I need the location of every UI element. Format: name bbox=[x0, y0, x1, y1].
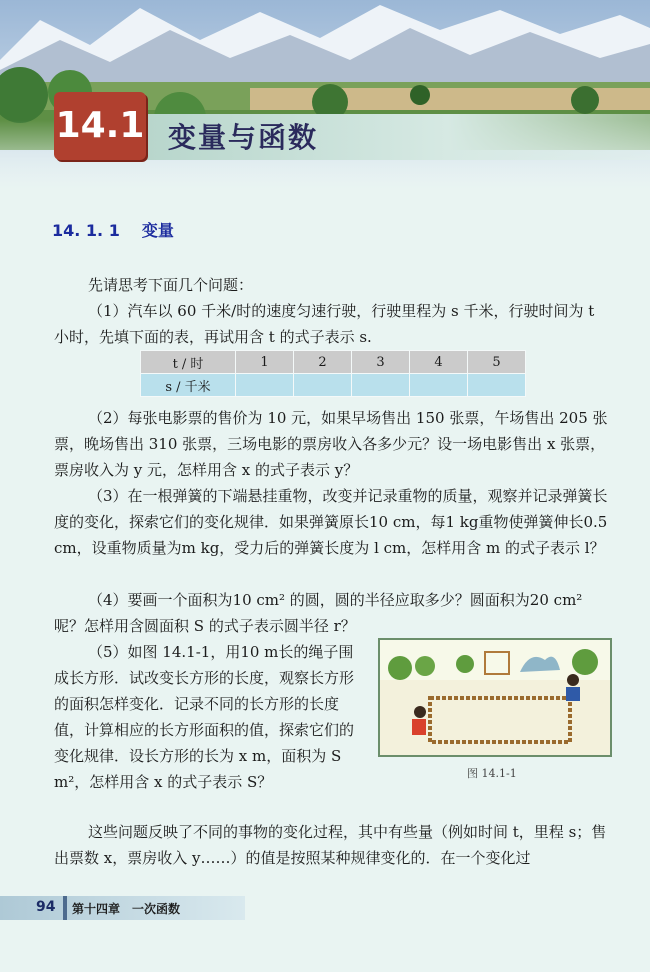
table-header-cell: s / 千米 bbox=[141, 374, 236, 397]
table-cell bbox=[352, 374, 410, 397]
table-row bbox=[141, 374, 526, 397]
page-number: 94 bbox=[36, 899, 56, 915]
question-4: （4）要画一个面积为10 cm² 的圆，圆的半径应取多少？圆面积为20 cm² 呢？怎样用含圆面积 S 的式子表示圆半径 r？ bbox=[54, 591, 583, 635]
table-cell: 3 bbox=[352, 351, 410, 374]
conclusion-paragraph: 这些问题反映了不同的事物的变化过程，其中有些量（例如时间 t，里程 s；售出票数 x，票房收入 y……）的值是按照某种规律变化的．在一个变化过 bbox=[54, 823, 607, 867]
table-row bbox=[141, 351, 526, 374]
question-3: （3）在一根弹簧的下端悬挂重物，改变并记录重物的质量，观察并记录弹簧长度的变化，探索它们的变化规律．如果弹簧原长10 cm，每1 kg重物使弹簧伸长0.5 cm，设重物质量为m kg，受力后的弹簧长度为 l cm，怎样用含 m 的式子表示 l？ bbox=[54, 487, 608, 557]
rope-rectangle-figure bbox=[378, 638, 612, 757]
subsection-number: 14. 1. 1 bbox=[52, 221, 120, 240]
playground-illustration bbox=[380, 640, 610, 755]
table-cell: 4 bbox=[410, 351, 468, 374]
figure-caption: 图 14.1-1 bbox=[467, 767, 517, 780]
table-cell bbox=[410, 374, 468, 397]
footer-divider bbox=[63, 896, 67, 920]
table-cell: 1 bbox=[236, 351, 294, 374]
subsection-heading bbox=[52, 218, 174, 241]
footer-chapter-label: 第十四章 一次函数 bbox=[72, 902, 181, 916]
section-number-box bbox=[54, 92, 146, 160]
table-cell: 2 bbox=[294, 351, 352, 374]
question-1: （1）汽车以 60 千米/时的速度匀速行驶，行驶里程为 s 千米，行驶时间为 t 小时，先填下面的表，再试用含 t 的式子表示 s. bbox=[54, 302, 595, 346]
question-2: （2）每张电影票的售价为 10 元，如果早场售出 150 张票，午场售出 205 张票，晚场售出 310 张票，三场电影的票房收入各多少元？设一场电影售出 x 张票，票房收入为 y 元，怎样用含 x 的式子表示 y？ bbox=[54, 409, 608, 479]
table-cell bbox=[236, 374, 294, 397]
question-5: （5）如图 14.1-1，用10 m长的绳子围成长方形．试改变长方形的长度，观察长方形的面积怎样变化．记录不同的长方形的长度值，计算相应的长方形面积的值，探索它们的变化规律．设长方形的长为 x m，面积为 S m²，怎样用含 x 的式子表示 S？ bbox=[54, 643, 355, 791]
table-cell bbox=[468, 374, 526, 397]
subsection-title: 变量 bbox=[141, 221, 174, 240]
intro-paragraph: 先请思考下面几个问题： bbox=[88, 276, 254, 294]
table-cell bbox=[294, 374, 352, 397]
speed-table bbox=[140, 350, 526, 397]
chapter-title: 变量与函数 bbox=[168, 121, 319, 154]
table-cell: 5 bbox=[468, 351, 526, 374]
table-header-cell: t / 时 bbox=[141, 351, 236, 374]
section-number: 14.1 bbox=[55, 105, 145, 146]
